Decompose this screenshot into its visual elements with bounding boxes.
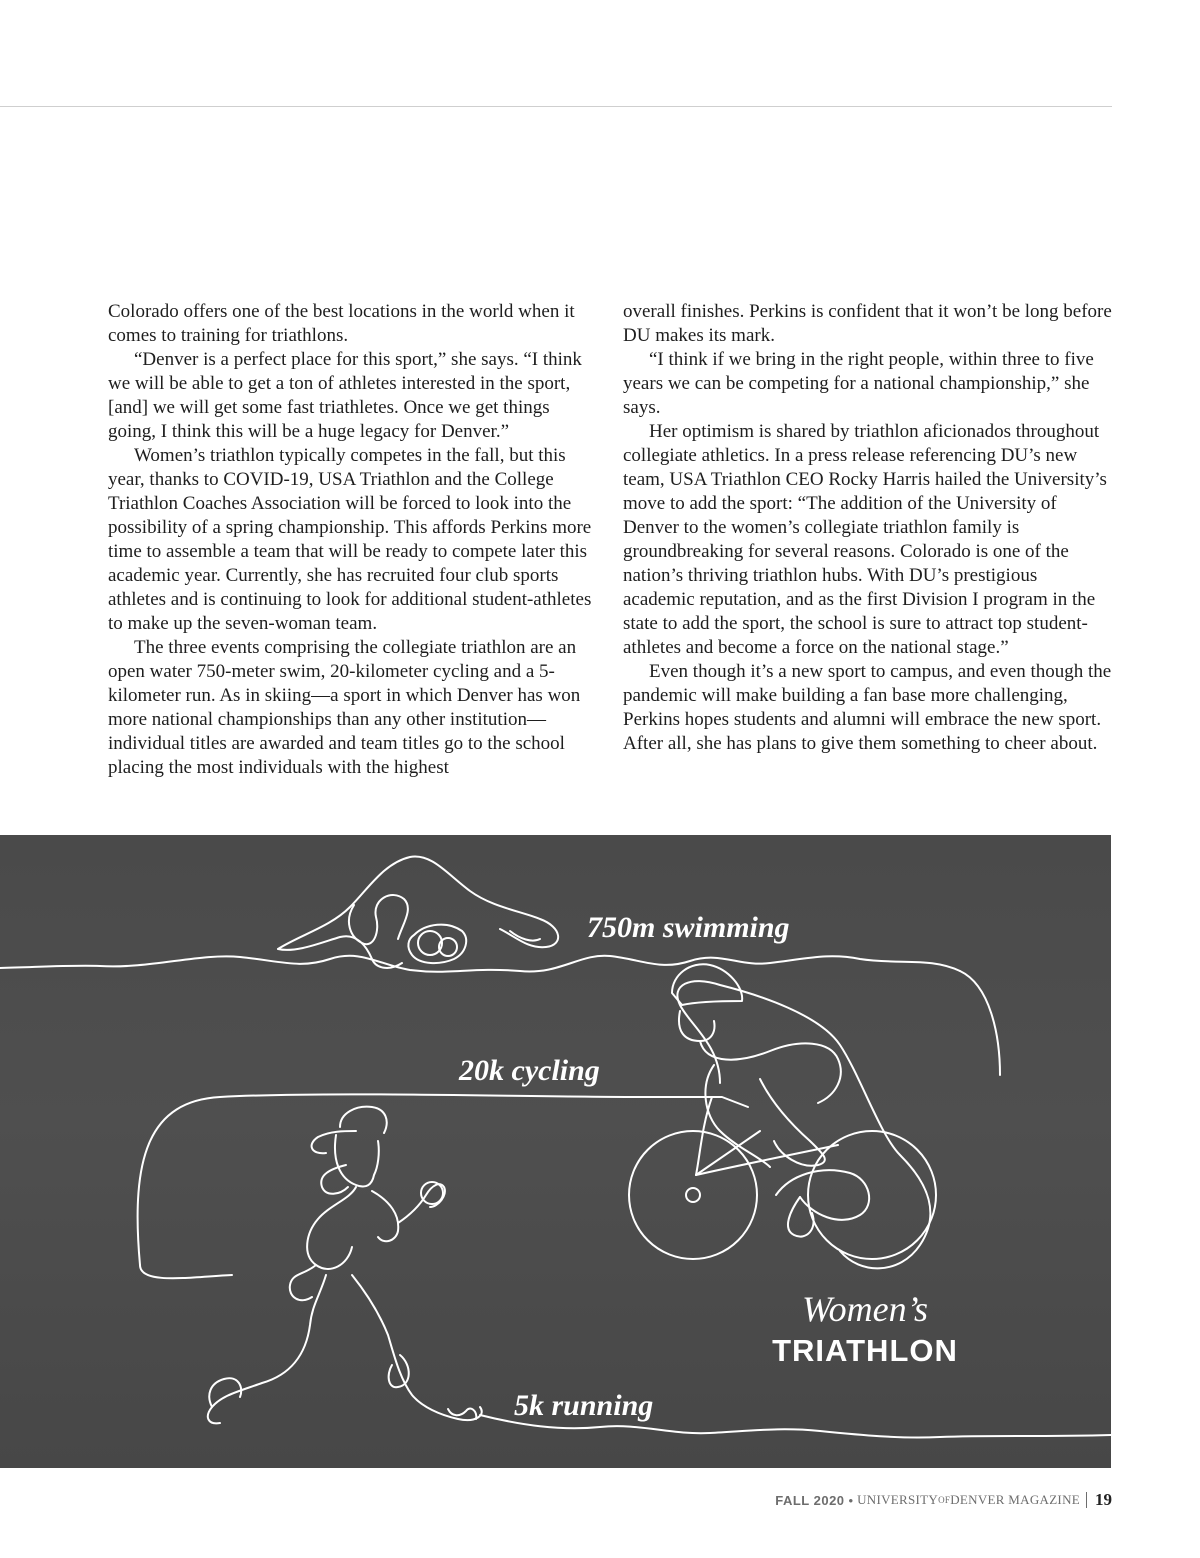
runner-figure (208, 1107, 482, 1424)
footer-divider (1086, 1492, 1087, 1508)
triathlon-illustration (0, 835, 1111, 1468)
connecting-line (138, 1094, 748, 1265)
paragraph: The three events comprising the collegiate triathlon are an open water 750-meter swim, 20-kilometer cycling and a 5-kilometer run. As in skiing—a sport in which Denver has won more national championships than any other institution—individual titles are awarded and team titles go to the school placing the most individuals with the highest (108, 637, 581, 778)
cyclist-figure (629, 964, 936, 1259)
footer-magazine-part1: UNIVERSITY (857, 1492, 939, 1507)
cycling-label: 20k cycling (459, 1054, 600, 1087)
running-label: 5k running (514, 1389, 654, 1422)
illustration-title (760, 1287, 970, 1371)
footer-season: FALL 2020 (775, 1492, 845, 1508)
title-triathlon: TRIATHLON (772, 1333, 958, 1368)
footer-bullet: • (848, 1492, 854, 1508)
paragraph: “I think if we bring in the right people, within three to five years we can be competing for a national championship,” she says. (623, 349, 1094, 418)
line-art (0, 835, 1111, 1468)
paragraph: “Denver is a perfect place for this sport,” she says. “I think we will be able to get a ton of athletes interested in the sport, [and] we will get some fast triathletes. Once we get things going, I think this will be a huge legacy for Denver.” (108, 349, 582, 442)
swimming-label: 750m swimming (587, 911, 790, 944)
footer-magazine-of: OF (938, 1495, 951, 1505)
swimmer-figure (278, 857, 558, 968)
paragraph: Women’s triathlon typically competes in the fall, but this year, thanks to COVID-19, USA Triathlon and the College Triathlon Coaches Association will be forced to look into the possibility of a spring championship. This affords Perkins more time to assemble a team that will be ready to compete later this academic year. Currently, she has recruited four club sports athletes and is continuing to look for additional student-athletes to make up the seven-woman team. (108, 445, 592, 634)
title-women: Women’s (801, 1289, 929, 1329)
water-line (0, 956, 960, 972)
footer-magazine-part2: DENVER MAGAZINE (950, 1492, 1080, 1507)
article-column-left (108, 300, 596, 780)
paragraph: Colorado offers one of the best locations in the world when it comes to training for triathlons. (108, 301, 575, 346)
paragraph: overall finishes. Perkins is confident that it won’t be long before DU makes its mark. (623, 301, 1112, 346)
page-number: 19 (1095, 1490, 1112, 1509)
page-footer (775, 1488, 1112, 1512)
article-column-right (623, 300, 1112, 756)
top-rule (0, 106, 1112, 107)
paragraph: Her optimism is shared by triathlon aficionados throughout collegiate athletics. In a press release referencing DU’s new team, USA Triathlon CEO Rocky Harris hailed the University’s move to add the sport: “The addition of the University of Denver to the women’s collegiate triathlon family is groundbreaking for several reasons. Colorado is one of the nation’s thriving triathlon hubs. With DU’s prestigious academic reputation, and as the first Division I program in the state to add the sport, the school is sure to attract top student-athletes and become a force on the national stage.” (623, 421, 1107, 658)
paragraph: Even though it’s a new sport to campus, and even though the pandemic will make building a fan base more challenging, Perkins hopes students and alumni will embrace the new sport. After all, she has plans to give them something to cheer about. (623, 661, 1112, 754)
